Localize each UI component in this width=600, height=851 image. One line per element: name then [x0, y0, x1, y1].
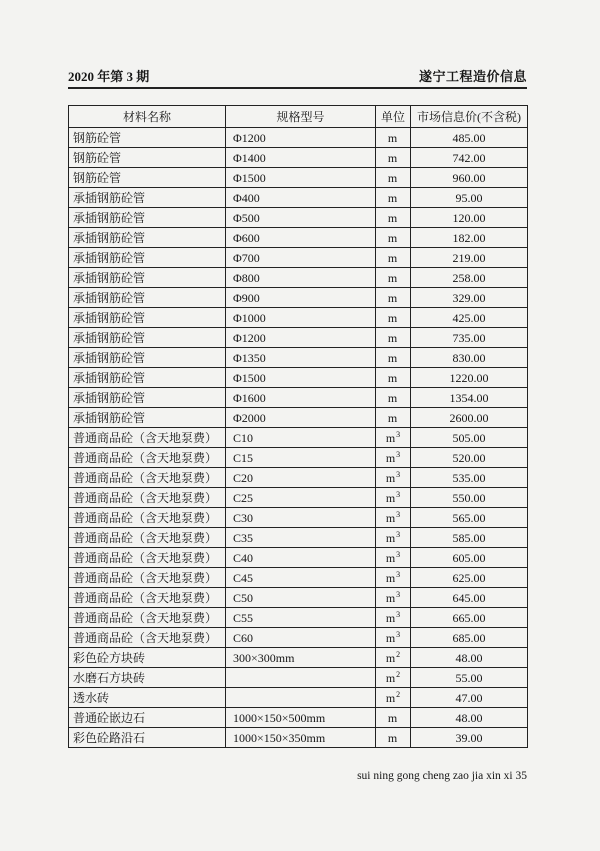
price: 550.00 — [411, 488, 528, 508]
unit-exponent: 3 — [396, 629, 401, 639]
material-name: 承插钢筋砼管 — [69, 328, 226, 348]
table-row — [69, 708, 528, 728]
spec: Φ2000 — [226, 408, 376, 428]
unit-exponent: 3 — [396, 609, 401, 619]
spec: C30 — [226, 508, 376, 528]
unit-base: m — [385, 610, 396, 625]
table-row — [69, 408, 528, 428]
unit-base: m — [387, 410, 398, 425]
price: 1220.00 — [411, 368, 528, 388]
spec: Φ1500 — [226, 368, 376, 388]
table-row — [69, 568, 528, 588]
unit — [376, 568, 411, 588]
material-name: 彩色砼路沿石 — [69, 728, 226, 748]
material-name: 普通砼嵌边石 — [69, 708, 226, 728]
page-number: 35 — [515, 770, 527, 782]
material-name: 普通商品砼（含天地泵费） — [69, 568, 226, 588]
unit — [376, 308, 411, 328]
price: 645.00 — [411, 588, 528, 608]
column-header-price: 市场信息价(不含税) — [411, 106, 528, 128]
price: 95.00 — [411, 188, 528, 208]
table-row — [69, 668, 528, 688]
publication-title: 遂宁工程造价信息 — [418, 69, 527, 84]
unit-base: m — [387, 350, 398, 365]
column-header-name: 材料名称 — [69, 106, 226, 128]
price: 742.00 — [411, 148, 528, 168]
material-name: 普通商品砼（含天地泵费） — [69, 608, 226, 628]
unit — [376, 228, 411, 248]
unit-base: m — [385, 450, 396, 465]
unit — [376, 448, 411, 468]
table-row — [69, 368, 528, 388]
unit — [376, 388, 411, 408]
price: 605.00 — [411, 548, 528, 568]
unit — [376, 608, 411, 628]
material-name: 承插钢筋砼管 — [69, 368, 226, 388]
unit — [376, 188, 411, 208]
unit-base: m — [385, 570, 396, 585]
unit — [376, 688, 411, 708]
price: 625.00 — [411, 568, 528, 588]
material-name: 钢筋砼管 — [69, 128, 226, 148]
footer-running-text: sui ning gong cheng zao jia xin xi — [357, 770, 513, 782]
spec: C20 — [226, 468, 376, 488]
spec: C50 — [226, 588, 376, 608]
price: 535.00 — [411, 468, 528, 488]
material-name: 普通商品砼（含天地泵费） — [69, 468, 226, 488]
price: 1354.00 — [411, 388, 528, 408]
material-name: 透水砖 — [69, 688, 226, 708]
material-name: 承插钢筋砼管 — [69, 248, 226, 268]
spec: Φ900 — [226, 288, 376, 308]
spec: C40 — [226, 548, 376, 568]
unit-base: m — [385, 670, 396, 685]
spec: 300×300mm — [226, 648, 376, 668]
table-header-row — [69, 106, 528, 128]
material-name: 承插钢筋砼管 — [69, 188, 226, 208]
spec — [226, 668, 376, 688]
spec: Φ400 — [226, 188, 376, 208]
unit-base: m — [387, 710, 398, 725]
price: 48.00 — [411, 708, 528, 728]
table-row — [69, 528, 528, 548]
material-name: 承插钢筋砼管 — [69, 288, 226, 308]
unit-exponent: 3 — [396, 529, 401, 539]
table-row — [69, 448, 528, 468]
price: 830.00 — [411, 348, 528, 368]
unit-exponent: 3 — [396, 429, 401, 439]
unit-base: m — [387, 290, 398, 305]
unit-exponent: 2 — [396, 649, 401, 659]
column-header-unit: 单位 — [376, 106, 411, 128]
price: 120.00 — [411, 208, 528, 228]
material-name: 钢筋砼管 — [69, 148, 226, 168]
unit — [376, 128, 411, 148]
unit — [376, 548, 411, 568]
unit-base: m — [387, 190, 398, 205]
spec: Φ1200 — [226, 328, 376, 348]
unit-base: m — [385, 530, 396, 545]
spec: Φ500 — [226, 208, 376, 228]
table-row — [69, 648, 528, 668]
unit — [376, 648, 411, 668]
material-name: 普通商品砼（含天地泵费） — [69, 428, 226, 448]
spec: C35 — [226, 528, 376, 548]
spec: 1000×150×350mm — [226, 728, 376, 748]
price: 329.00 — [411, 288, 528, 308]
unit-base: m — [387, 230, 398, 245]
table-row — [69, 328, 528, 348]
header-rule — [68, 87, 527, 89]
unit — [376, 708, 411, 728]
price: 2600.00 — [411, 408, 528, 428]
unit-exponent: 3 — [396, 589, 401, 599]
unit-exponent: 3 — [396, 569, 401, 579]
unit-base: m — [385, 430, 396, 445]
table-row — [69, 228, 528, 248]
price: 685.00 — [411, 628, 528, 648]
price: 425.00 — [411, 308, 528, 328]
spec: Φ1500 — [226, 168, 376, 188]
unit — [376, 528, 411, 548]
material-name: 普通商品砼（含天地泵费） — [69, 628, 226, 648]
table-row — [69, 488, 528, 508]
unit-base: m — [387, 390, 398, 405]
unit-exponent: 3 — [396, 509, 401, 519]
material-name: 承插钢筋砼管 — [69, 388, 226, 408]
unit — [376, 268, 411, 288]
material-name: 承插钢筋砼管 — [69, 228, 226, 248]
table-row — [69, 248, 528, 268]
unit-base: m — [385, 690, 396, 705]
price: 48.00 — [411, 648, 528, 668]
material-name: 普通商品砼（含天地泵费） — [69, 508, 226, 528]
material-name: 承插钢筋砼管 — [69, 408, 226, 428]
spec: C15 — [226, 448, 376, 468]
price: 258.00 — [411, 268, 528, 288]
table-row — [69, 628, 528, 648]
unit-exponent: 2 — [396, 689, 401, 699]
spec: Φ600 — [226, 228, 376, 248]
price: 565.00 — [411, 508, 528, 528]
unit — [376, 488, 411, 508]
spec: 1000×150×500mm — [226, 708, 376, 728]
table-row — [69, 288, 528, 308]
table-row — [69, 688, 528, 708]
material-name: 承插钢筋砼管 — [69, 348, 226, 368]
spec: Φ800 — [226, 268, 376, 288]
table-row — [69, 608, 528, 628]
table-row — [69, 548, 528, 568]
unit — [376, 668, 411, 688]
unit — [376, 168, 411, 188]
price: 182.00 — [411, 228, 528, 248]
unit-base: m — [385, 630, 396, 645]
unit-base: m — [387, 250, 398, 265]
unit — [376, 428, 411, 448]
price: 505.00 — [411, 428, 528, 448]
unit — [376, 508, 411, 528]
unit-base: m — [387, 370, 398, 385]
unit — [376, 588, 411, 608]
price: 219.00 — [411, 248, 528, 268]
spec: Φ1350 — [226, 348, 376, 368]
unit-base: m — [387, 310, 398, 325]
unit — [376, 148, 411, 168]
table-row — [69, 428, 528, 448]
unit-base: m — [385, 490, 396, 505]
material-name: 彩色砼方块砖 — [69, 648, 226, 668]
unit-base: m — [387, 170, 398, 185]
unit-exponent: 3 — [396, 449, 401, 459]
price: 47.00 — [411, 688, 528, 708]
material-name: 水磨石方块砖 — [69, 668, 226, 688]
price: 520.00 — [411, 448, 528, 468]
price: 960.00 — [411, 168, 528, 188]
material-name: 承插钢筋砼管 — [69, 308, 226, 328]
unit-exponent: 3 — [396, 469, 401, 479]
table-row — [69, 308, 528, 328]
table-row — [69, 128, 528, 148]
table-row — [69, 508, 528, 528]
unit-base: m — [385, 590, 396, 605]
unit — [376, 248, 411, 268]
spec: Φ700 — [226, 248, 376, 268]
unit — [376, 468, 411, 488]
unit-exponent: 2 — [396, 669, 401, 679]
material-name: 钢筋砼管 — [69, 168, 226, 188]
table-row — [69, 388, 528, 408]
table-row — [69, 468, 528, 488]
unit-exponent: 3 — [396, 549, 401, 559]
spec: Φ1000 — [226, 308, 376, 328]
spec — [226, 688, 376, 708]
unit-base: m — [385, 650, 396, 665]
table-row — [69, 168, 528, 188]
unit — [376, 208, 411, 228]
unit-base: m — [387, 210, 398, 225]
spec: C10 — [226, 428, 376, 448]
spec: Φ1400 — [226, 148, 376, 168]
unit — [376, 408, 411, 428]
price: 39.00 — [411, 728, 528, 748]
price: 585.00 — [411, 528, 528, 548]
spec: C45 — [226, 568, 376, 588]
unit-base: m — [387, 330, 398, 345]
table-row — [69, 728, 528, 748]
unit — [376, 348, 411, 368]
spec: Φ1600 — [226, 388, 376, 408]
spec: Φ1200 — [226, 128, 376, 148]
table-row — [69, 268, 528, 288]
unit-base: m — [387, 730, 398, 745]
column-header-spec: 规格型号 — [226, 106, 376, 128]
table-row — [69, 208, 528, 228]
table-row — [69, 188, 528, 208]
material-name: 普通商品砼（含天地泵费） — [69, 548, 226, 568]
unit — [376, 728, 411, 748]
table-row — [69, 348, 528, 368]
price: 485.00 — [411, 128, 528, 148]
unit — [376, 368, 411, 388]
unit — [376, 328, 411, 348]
unit — [376, 288, 411, 308]
spec: C55 — [226, 608, 376, 628]
table-row — [69, 148, 528, 168]
material-name: 承插钢筋砼管 — [69, 208, 226, 228]
price: 665.00 — [411, 608, 528, 628]
material-name: 普通商品砼（含天地泵费） — [69, 448, 226, 468]
price: 735.00 — [411, 328, 528, 348]
unit-base: m — [387, 270, 398, 285]
issue-label: 2020 年第 3 期 — [68, 69, 150, 84]
unit-base: m — [387, 130, 398, 145]
unit-base: m — [385, 510, 396, 525]
price: 55.00 — [411, 668, 528, 688]
material-name: 普通商品砼（含天地泵费） — [69, 588, 226, 608]
unit-base: m — [387, 150, 398, 165]
unit-base: m — [385, 470, 396, 485]
table-row — [69, 588, 528, 608]
spec: C25 — [226, 488, 376, 508]
unit-base: m — [385, 550, 396, 565]
spec: C60 — [226, 628, 376, 648]
material-name: 普通商品砼（含天地泵费） — [69, 488, 226, 508]
unit-exponent: 3 — [396, 489, 401, 499]
page-footer — [357, 770, 527, 782]
price-table — [68, 105, 528, 748]
unit — [376, 628, 411, 648]
material-name: 承插钢筋砼管 — [69, 268, 226, 288]
material-name: 普通商品砼（含天地泵费） — [69, 528, 226, 548]
